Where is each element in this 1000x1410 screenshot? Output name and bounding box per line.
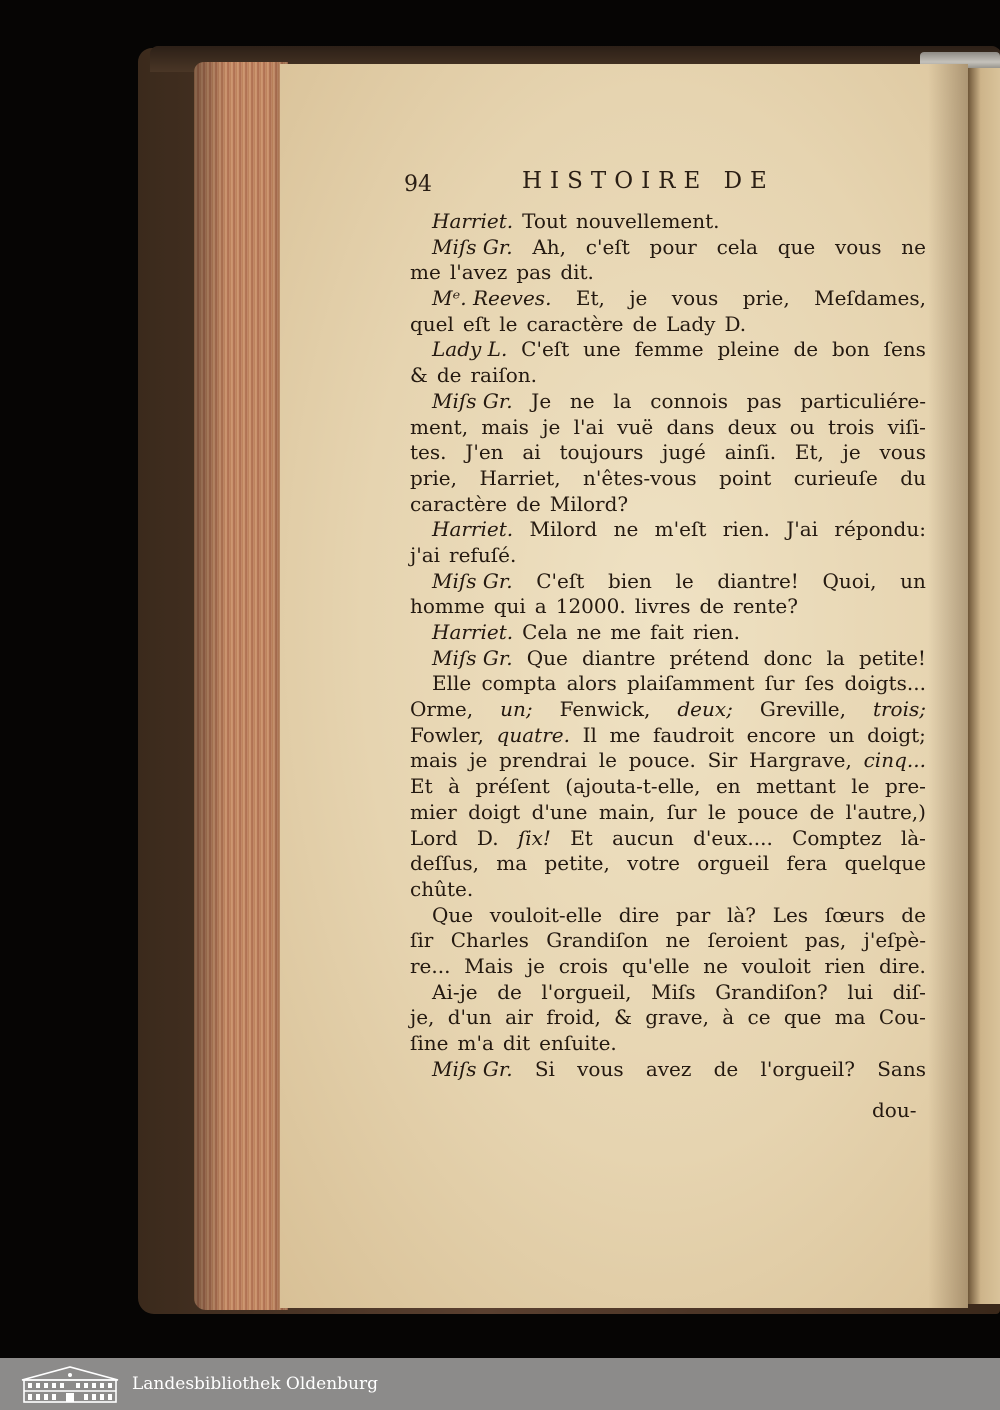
text-line [410, 903, 926, 929]
word: d'un [447, 1005, 492, 1030]
word: j'eſpè- [863, 928, 926, 953]
word: qui [493, 594, 526, 619]
text-line [410, 363, 926, 389]
word: orgueil [697, 851, 770, 876]
word: Cou- [878, 1005, 926, 1030]
word: petite! [858, 645, 926, 670]
word: C'eſt [521, 337, 570, 362]
word: Charles [450, 928, 529, 953]
word: en [715, 774, 741, 799]
word: Que [432, 902, 474, 927]
word: ſir [410, 928, 434, 953]
word: de [901, 902, 926, 927]
library-name: Landesbibliothek Oldenburg [132, 1374, 379, 1394]
word: quel [410, 311, 454, 336]
word: prie, [410, 465, 457, 490]
text-line [410, 337, 926, 363]
word: nouvellement. [575, 209, 720, 233]
text-line [410, 671, 926, 697]
word: encore [746, 722, 817, 747]
word: Mais [464, 953, 514, 978]
text-line [410, 312, 926, 338]
word: prendrai [499, 748, 587, 773]
word: je [526, 953, 546, 978]
word: eſt [462, 311, 491, 336]
word: vous [577, 1056, 624, 1081]
facing-page-edge [968, 68, 1000, 1304]
word: Si [534, 1056, 555, 1081]
word: trois; [872, 697, 926, 722]
word: Et, [575, 286, 605, 311]
word: le [707, 799, 727, 824]
word: viſi- [887, 414, 926, 439]
word: doigt [468, 799, 521, 824]
word: de [793, 337, 819, 362]
word: J'ai [786, 517, 819, 542]
word: Mᵉ. Reeves. [432, 286, 552, 311]
word: ne [703, 953, 729, 978]
word: Harriet. [432, 209, 514, 233]
word: l'autre,) [845, 799, 926, 824]
word: particuliére- [800, 388, 926, 413]
word: Harriet. [432, 620, 514, 644]
word: ment, [410, 414, 469, 439]
word: là? [726, 902, 757, 927]
word: n'êtes-vous [583, 465, 697, 490]
word: D. [724, 311, 747, 336]
word: ma [834, 1005, 866, 1030]
text-line [410, 389, 926, 415]
footer-bar [0, 1358, 1000, 1410]
word: d'une [531, 799, 588, 824]
word: crois [558, 953, 609, 978]
text-line [410, 1031, 926, 1057]
word: pouce [737, 799, 799, 824]
word: D. [476, 825, 499, 850]
word: Lady [666, 311, 716, 336]
word: donc [763, 645, 813, 670]
library-building-logo-icon [18, 1364, 122, 1404]
text-line [410, 209, 926, 235]
word: Et, [794, 440, 824, 465]
word: Grandiſon [546, 928, 649, 953]
word: mais [410, 748, 458, 773]
word: le [851, 774, 870, 799]
word: toujours [559, 440, 644, 465]
text-line [410, 492, 926, 518]
text-line [410, 594, 926, 620]
word: la [613, 388, 632, 413]
word: rien [824, 953, 866, 978]
word: prétend [669, 645, 750, 670]
word: rien. [722, 517, 770, 542]
word: prie, [742, 286, 790, 311]
word: enſuite. [539, 1031, 617, 1055]
word: Sir [707, 748, 738, 773]
word: ma [496, 851, 528, 876]
word: avez [645, 1056, 692, 1081]
word: C'eſt [536, 568, 585, 593]
word: ne [569, 388, 595, 413]
word: un [900, 568, 926, 593]
word: je [842, 440, 861, 465]
word: je, [410, 1005, 435, 1030]
word: ainſi. [724, 440, 777, 465]
word: je [542, 414, 561, 439]
word: Miſs Gr. [432, 388, 513, 413]
word: ce [747, 1005, 771, 1030]
text-line [410, 235, 926, 261]
word: je [629, 286, 648, 311]
word: vous [671, 286, 719, 311]
word: me [609, 722, 641, 747]
text-line [410, 748, 926, 774]
page-edges [194, 62, 288, 1310]
word: Comptez [792, 825, 882, 850]
word: que [777, 234, 816, 259]
word: doigts... [844, 671, 926, 696]
text-line [410, 415, 926, 441]
word: re... [410, 953, 451, 978]
word: deux [727, 414, 777, 439]
word: pas [746, 388, 782, 413]
word: Miſs [651, 979, 696, 1004]
word: j'ai [410, 542, 441, 567]
word: ai [522, 440, 541, 465]
text-line [410, 954, 926, 980]
word: de [699, 594, 725, 619]
word: préſent [475, 774, 550, 799]
word: trois [828, 414, 875, 439]
word: Grandiſon? [715, 979, 828, 1004]
word: ne [665, 928, 691, 953]
text-line [410, 800, 926, 826]
word: Miſs Gr. [432, 1056, 513, 1081]
word: pour [649, 234, 697, 259]
word: faudroit [652, 722, 735, 747]
word: la [826, 645, 845, 670]
word: Et [570, 825, 593, 850]
word: Cela [522, 620, 568, 644]
word: Orme, [410, 697, 474, 722]
word: Elle [432, 671, 472, 696]
word: Lady L. [432, 337, 508, 362]
text-line [410, 697, 926, 723]
catchword: dou- [872, 1098, 917, 1122]
word: 12000. [555, 594, 626, 619]
word: vous [834, 234, 882, 259]
word: aucun [612, 825, 674, 850]
text-line [410, 466, 926, 492]
word: Greville, [759, 697, 846, 722]
word: deſſus, [410, 851, 479, 876]
text-line [410, 774, 926, 800]
word: un; [500, 697, 533, 722]
word: Miſs Gr. [432, 234, 513, 259]
word: jugé [662, 440, 706, 465]
word: Les [772, 902, 809, 927]
word: chûte. [410, 876, 474, 901]
word: par [676, 902, 711, 927]
word: ne [613, 517, 639, 542]
word: d'eux.... [693, 825, 773, 850]
word: raiſon. [470, 363, 538, 388]
word: caractère [410, 491, 508, 516]
word: quelque [844, 851, 926, 876]
word: refuſé. [449, 542, 517, 567]
text-line [410, 723, 926, 749]
word: a [534, 594, 547, 619]
word: & [614, 1005, 632, 1030]
word: lui [847, 979, 874, 1004]
word: diantre [581, 645, 656, 670]
word: je [469, 748, 488, 773]
word: main, [598, 799, 656, 824]
text-line [410, 646, 926, 672]
word: vouloit-elle [489, 902, 603, 927]
word: ne [576, 620, 602, 644]
text-line [410, 928, 926, 954]
word: ſœurs [824, 902, 885, 927]
text-line [410, 440, 926, 466]
word: cela [716, 234, 758, 259]
word: vouloit [741, 953, 811, 978]
word: l'orgueil? [760, 1056, 855, 1081]
word: de [497, 979, 522, 1004]
word: Il [582, 722, 597, 747]
word: Meſdames, [814, 286, 926, 311]
word: fera [786, 851, 828, 876]
word: point [719, 465, 772, 490]
word: Sans [877, 1056, 926, 1081]
word: connois [650, 388, 728, 413]
word: pas [516, 260, 552, 285]
word: l'ai [573, 414, 604, 439]
word: ſine [410, 1031, 449, 1055]
word: qu'elle [621, 953, 690, 978]
word: quatre. [496, 722, 570, 747]
word: Quoi, [822, 568, 877, 593]
word: m'a [457, 1031, 494, 1055]
word: c'eſt [585, 234, 630, 259]
word: fait [650, 620, 684, 644]
word: bon [831, 337, 870, 362]
word: homme [410, 594, 485, 619]
word: Milord? [549, 491, 629, 516]
word: grave, [645, 1005, 709, 1030]
word: & [410, 363, 428, 388]
word: mettant [756, 774, 836, 799]
word: ſens [883, 337, 926, 362]
word: vuë [617, 414, 654, 439]
word: Miſs Gr. [432, 645, 513, 670]
word: à [448, 774, 461, 799]
text-line [410, 543, 926, 569]
word: Je [531, 388, 552, 413]
word: diantre! [717, 568, 799, 593]
word: Lord [410, 825, 458, 850]
word: l'orgueil, [541, 979, 632, 1004]
word: dire [618, 902, 660, 927]
word: rien. [692, 620, 740, 644]
word: air [505, 1005, 533, 1030]
text-line [410, 620, 926, 646]
word: alors [566, 671, 617, 696]
word: bien [607, 568, 652, 593]
word: ne [901, 234, 926, 259]
word: dit [502, 1031, 531, 1055]
word: à [722, 1005, 735, 1030]
word: ſix! [517, 825, 551, 850]
word: ſur [764, 671, 795, 696]
word: diſ- [892, 979, 926, 1004]
word: ſes [804, 671, 835, 696]
word: me [410, 260, 441, 285]
text-line [410, 1057, 926, 1083]
text-line [410, 517, 926, 543]
word: doigt; [867, 722, 926, 747]
text-line [410, 877, 926, 903]
word: mais [481, 414, 529, 439]
word: là- [900, 825, 926, 850]
word: caractère [526, 311, 624, 336]
word: de [516, 491, 541, 516]
word: plaiſamment [627, 671, 755, 696]
word: pre- [884, 774, 926, 799]
word: deux; [677, 697, 733, 722]
word: Harriet. [432, 517, 514, 542]
word: compta [481, 671, 557, 696]
word: (ajouta-t-elle, [565, 774, 701, 799]
word: le [598, 748, 617, 773]
text-line [410, 286, 926, 312]
page-number: 94 [404, 172, 432, 197]
word: votre [627, 851, 680, 876]
word: pouce. [628, 748, 696, 773]
word: Ai-je [432, 979, 478, 1004]
text-line [410, 980, 926, 1006]
word: Milord [529, 517, 598, 542]
text-line [410, 569, 926, 595]
word: Hargrave, [749, 748, 852, 773]
word: petite, [544, 851, 610, 876]
word: froid, [546, 1005, 601, 1030]
word: me [610, 620, 642, 644]
word: J'en [465, 440, 504, 465]
word: Fowler, [410, 722, 484, 747]
word: vous [879, 440, 926, 465]
word: ſur [666, 799, 697, 824]
word: ou [789, 414, 815, 439]
word: de [632, 311, 658, 336]
word: un [828, 722, 855, 747]
word: livres [634, 594, 691, 619]
word: Et [410, 774, 433, 799]
text-line [410, 1005, 926, 1031]
word: que [783, 1005, 822, 1030]
word: Ah, [532, 234, 567, 259]
word: pleine [717, 337, 780, 362]
text-line [410, 260, 926, 286]
word: Harriet, [479, 465, 561, 490]
word: de [713, 1056, 739, 1081]
word: dans [666, 414, 715, 439]
word: l'avez [449, 260, 508, 285]
word: dit. [560, 260, 594, 285]
word: cinq... [863, 748, 926, 773]
word: femme [634, 337, 704, 362]
word: dire. [878, 953, 926, 978]
word: m'eſt [654, 517, 707, 542]
word: une [583, 337, 621, 362]
word: le [675, 568, 694, 593]
running-head: HISTOIRE DE [522, 168, 775, 194]
word: Miſs Gr. [432, 568, 513, 593]
word: ſeroient [707, 928, 788, 953]
word: rente? [733, 594, 798, 619]
word: tes. [410, 440, 447, 465]
text-line [410, 851, 926, 877]
word: Que [526, 645, 568, 670]
word: répondu: [834, 517, 926, 542]
word: curieuſe [793, 465, 878, 490]
word: le [499, 311, 518, 336]
word: Tout [522, 209, 567, 233]
word: de [436, 363, 462, 388]
word: du [900, 465, 926, 490]
word: pas, [804, 928, 847, 953]
word: mier [410, 799, 457, 824]
body-text [410, 209, 926, 1082]
text-line [410, 826, 926, 852]
word: Fenwick, [559, 697, 651, 722]
word: de [809, 799, 835, 824]
